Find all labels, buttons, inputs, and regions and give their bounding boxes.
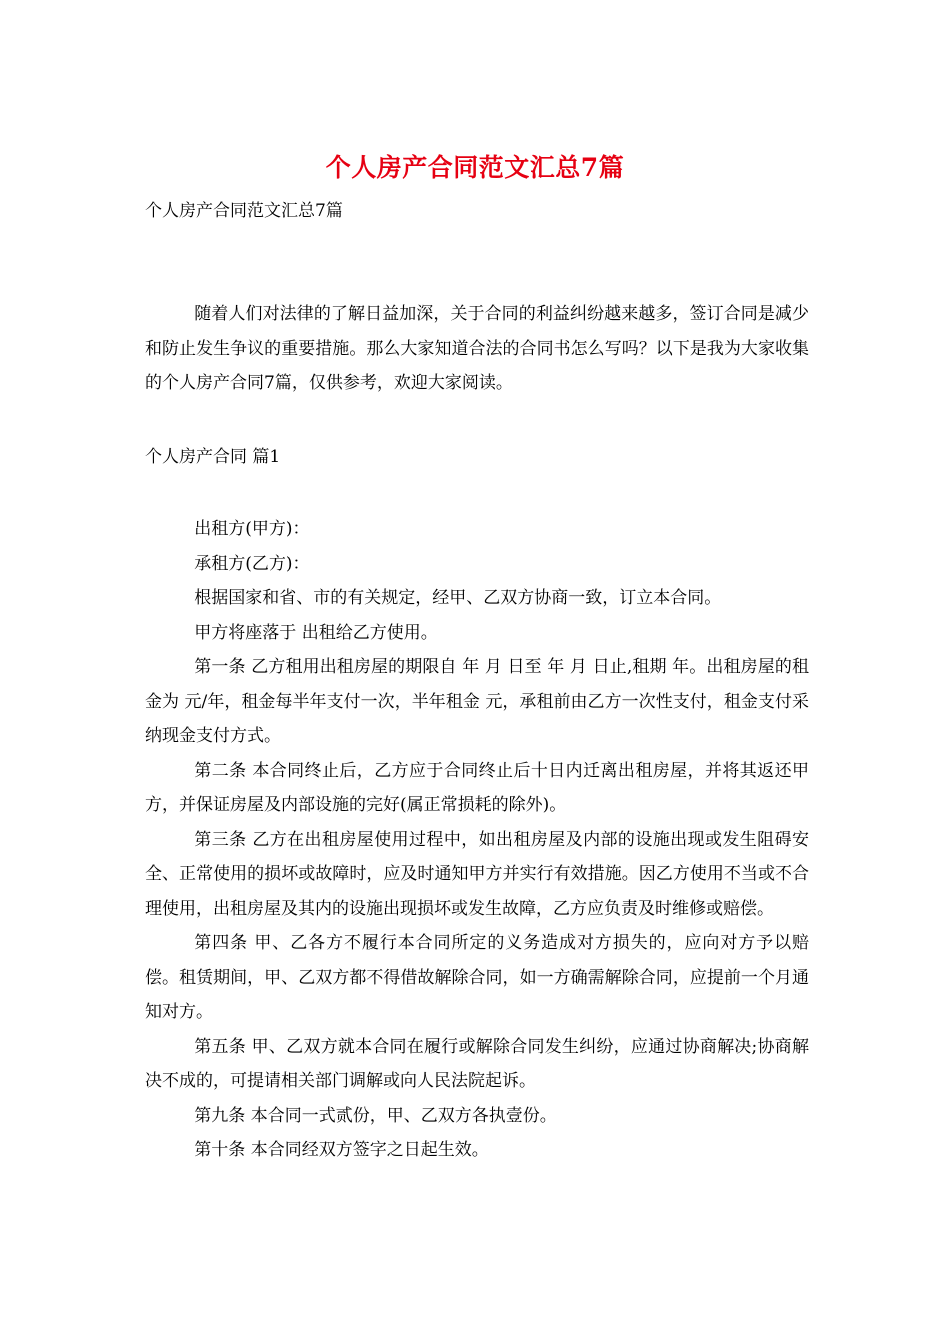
- article-10-paragraph: 第十条 本合同经双方签字之日起生效。: [194, 1140, 489, 1160]
- section-title: 个人房产合同 篇1: [145, 447, 281, 467]
- document-title: 个人房产合同范文汇总7篇: [325, 153, 625, 182]
- contract-basis-paragraph: 根据国家和省、市的有关规定，经甲、乙双方协商一致，订立本合同。: [194, 588, 722, 608]
- article-2-paragraph: 第二条 本合同终止后，乙方应于合同终止后十日内迁离出租房屋，并将其返还甲方，并保证房屋及内部设施的完好(属正常损耗的除外)。: [145, 760, 809, 815]
- intro-paragraph: 随着人们对法律的了解日益加深，关于合同的利益纠纷越来越多，签订合同是减少和防止发生争议的重要措施。那么大家知道合法的合同书怎么写吗？以下是我为大家收集的个人房产合同7篇，仅供参考，欢迎大家阅读。: [145, 304, 809, 393]
- article-3-paragraph: 第三条 乙方在出租房屋使用过程中，如出租房屋及内部的设施出现或发生阻碍安全、正常使用的损坏或故障时，应及时通知甲方并实行有效措施。因乙方使用不当或不合理使用，出租房屋及其内的设施出现损坏或发生故障，乙方应负责及时维修或赔偿。: [145, 829, 809, 919]
- article-9-paragraph: 第九条 本合同一式贰份，甲、乙双方各执壹份。: [194, 1105, 557, 1126]
- article-5-paragraph: 第五条 甲、乙双方就本合同在履行或解除合同发生纠纷，应通过协商解决;协商解决不成的，可提请相关部门调解或向人民法院起诉。: [145, 1036, 809, 1091]
- document-subtitle: 个人房产合同范文汇总7篇: [145, 201, 343, 221]
- party-b-line: 承租方(乙方)：: [194, 553, 310, 574]
- property-location-paragraph: 甲方将座落于 出租给乙方使用。: [194, 622, 438, 643]
- article-1-paragraph: 第一条 乙方租用出租房屋的期限自 年 月 日至 年 月 日止,租期 年。出租房屋的租金为 元/年，租金每半年支付一次，半年租金 元，承租前由乙方一次性支付，租金支付采纳现金支付方式。: [145, 657, 809, 746]
- contract-body: [145, 512, 809, 1168]
- party-a-line: 出租方(甲方)：: [194, 519, 310, 539]
- article-4-paragraph: 第四条 甲、乙各方不履行本合同所定的义务造成对方损失的，应向对方予以赔偿。租赁期间，甲、乙双方都不得借故解除合同，如一方确需解除合同，应提前一个月通知对方。: [145, 933, 809, 1022]
